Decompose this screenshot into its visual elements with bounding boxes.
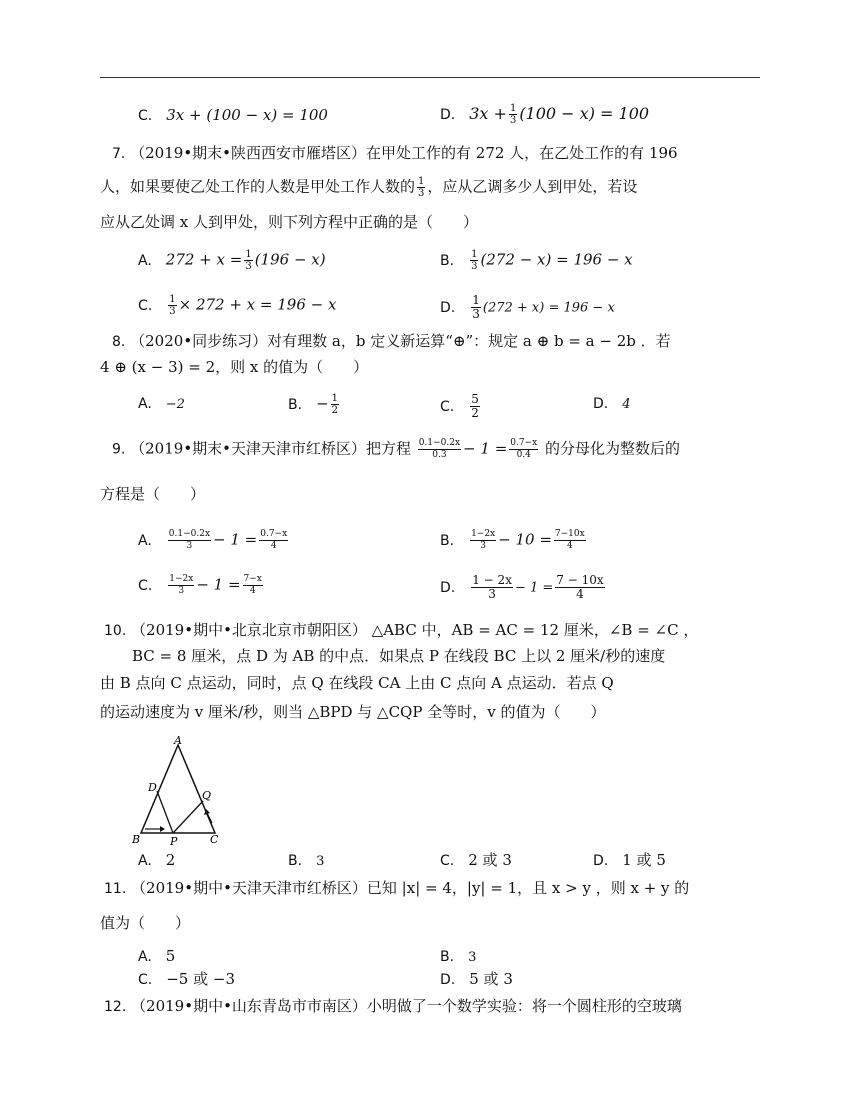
q9-line-2: 方程是（ ） xyxy=(100,485,206,503)
q6-option-d[interactable]: D. 3x + $\frac{1}{3}$ (100 − x) = 100 xyxy=(440,103,650,126)
segment-pq xyxy=(173,801,203,833)
q10-line-1: 10. （2019•期中•北京北京市朝阳区） △ABC 中，AB = AC = 12 厘米，∠B = ∠C ， xyxy=(104,621,699,639)
q10-line-2: BC = 8 厘米，点 D 为 AB 的中点．如果点 P 在线段 BC 上以 2 厘米/秒的速度 xyxy=(132,647,666,665)
q8-option-b[interactable]: B. − $\frac{1}{2}$ xyxy=(288,393,339,416)
arrowhead-bp xyxy=(160,826,165,832)
q11-option-c[interactable]: C. −5 或 −3 xyxy=(138,970,235,988)
q10-line-4: 的运动速度为 v 厘米/秒，则当 △BPD 与 △CQP 全等时，v 的值为（ ） xyxy=(100,703,606,721)
point-label-p: P xyxy=(170,835,178,847)
q8-option-a[interactable]: A. −2 xyxy=(138,396,185,412)
point-label-q: Q xyxy=(202,789,212,802)
q9-option-d[interactable]: D. $\frac{1 - 2x}{3}$ − 1 = $\frac{7 - 10x}{4}$ xyxy=(440,573,604,601)
q8-option-d[interactable]: D. 4 xyxy=(593,396,631,412)
q10-option-d[interactable]: D. 1 或 5 xyxy=(593,851,666,869)
q11-option-d[interactable]: D. 5 或 3 xyxy=(440,970,513,988)
q7-line-3: 应从乙处调 x 人到甲处，则下列方程中正确的是（ ） xyxy=(100,213,478,231)
q11-option-b[interactable]: B. 3 xyxy=(440,949,477,965)
point-label-c: C xyxy=(210,833,219,846)
q8-line-1: 8. （2020•同步练习）对有理数 a，b 定义新运算“⊕”：规定 a ⊕ b = a − 2b ．若 xyxy=(112,332,671,350)
q12-line-1: 12. （2019•期中•山东青岛市市南区）小明做了一个数学实验：将一个圆柱形的空玻璃 xyxy=(104,997,682,1015)
point-label-a: A xyxy=(174,735,182,747)
q11-line-1: 11. （2019•期中•天津天津市红桥区）已知 |x| = 4，|y| = 1，且 x > y ，则 x + y 的 xyxy=(104,879,690,897)
q7-option-c[interactable]: C. $\frac{1}{3}$ × 272 + x = 196 − x xyxy=(138,294,337,317)
q7-line-2: 人，如果要使乙处工作的人数是甲处工作人数的 $\frac{1}{3}$ ，应从乙调多少人到甲处，若设 xyxy=(100,176,638,199)
q9-line-1: 9. （2019•期末•天津天津市红桥区）把方程 $\frac{0.1-0.2x}{0.3}$ − 1 = $\frac{0.7-x}{0.4}$ 的分母化为整数后的 xyxy=(112,438,680,460)
point-label-d: D xyxy=(148,781,157,794)
q10-line-3: 由 B 点向 C 点运动，同时，点 Q 在线段 CA 上由 C 点向 A 点运动．若点 Q xyxy=(100,674,614,692)
triangle-figure xyxy=(128,735,233,847)
q7-option-a[interactable]: A. 272 + x = $\frac{1}{3}$ (196 − x) xyxy=(138,249,326,272)
point-label-b: B xyxy=(132,833,141,846)
q10-option-c[interactable]: C. 2 或 3 xyxy=(440,851,512,869)
q8-option-c[interactable]: C. $\frac{5}{2}$ xyxy=(440,392,479,420)
segment-dp xyxy=(157,791,173,833)
q10-option-b[interactable]: B. 3 xyxy=(288,853,325,869)
q7-option-d[interactable]: D. $\frac{1}{3}$ (272 + x) = 196 − x xyxy=(440,293,615,321)
q11-option-a[interactable]: A. 5 xyxy=(138,947,176,965)
q9-option-a[interactable]: A. $\frac{0.1-0.2x}{3}$ − 1 = $\frac{0.7-x}{4}$ xyxy=(138,529,288,551)
q6-option-c[interactable]: C. 3x + (100 − x) = 100 xyxy=(138,106,328,124)
q9-option-b[interactable]: B. $\frac{1-2x}{3}$ − 10 = $\frac{7-10x}{4}$ xyxy=(440,529,585,551)
q9-option-c[interactable]: C. $\frac{1-2x}{3}$ − 1 = $\frac{7-x}{4}$ xyxy=(138,574,262,596)
header-rule xyxy=(100,77,760,78)
q10-option-a[interactable]: A. 2 xyxy=(138,851,176,869)
q11-line-2: 值为（ ） xyxy=(100,914,191,932)
q7-option-b[interactable]: B. $\frac{1}{3}$ (272 − x) = 196 − x xyxy=(440,249,633,272)
q7-line-1: 7. （2019•期末•陕西西安市雁塔区）在甲处工作的有 272 人，在乙处工作的有 196 xyxy=(112,144,678,162)
q8-line-2: 4 ⊕ (x − 3) = 2，则 x 的值为（ ） xyxy=(100,358,369,376)
